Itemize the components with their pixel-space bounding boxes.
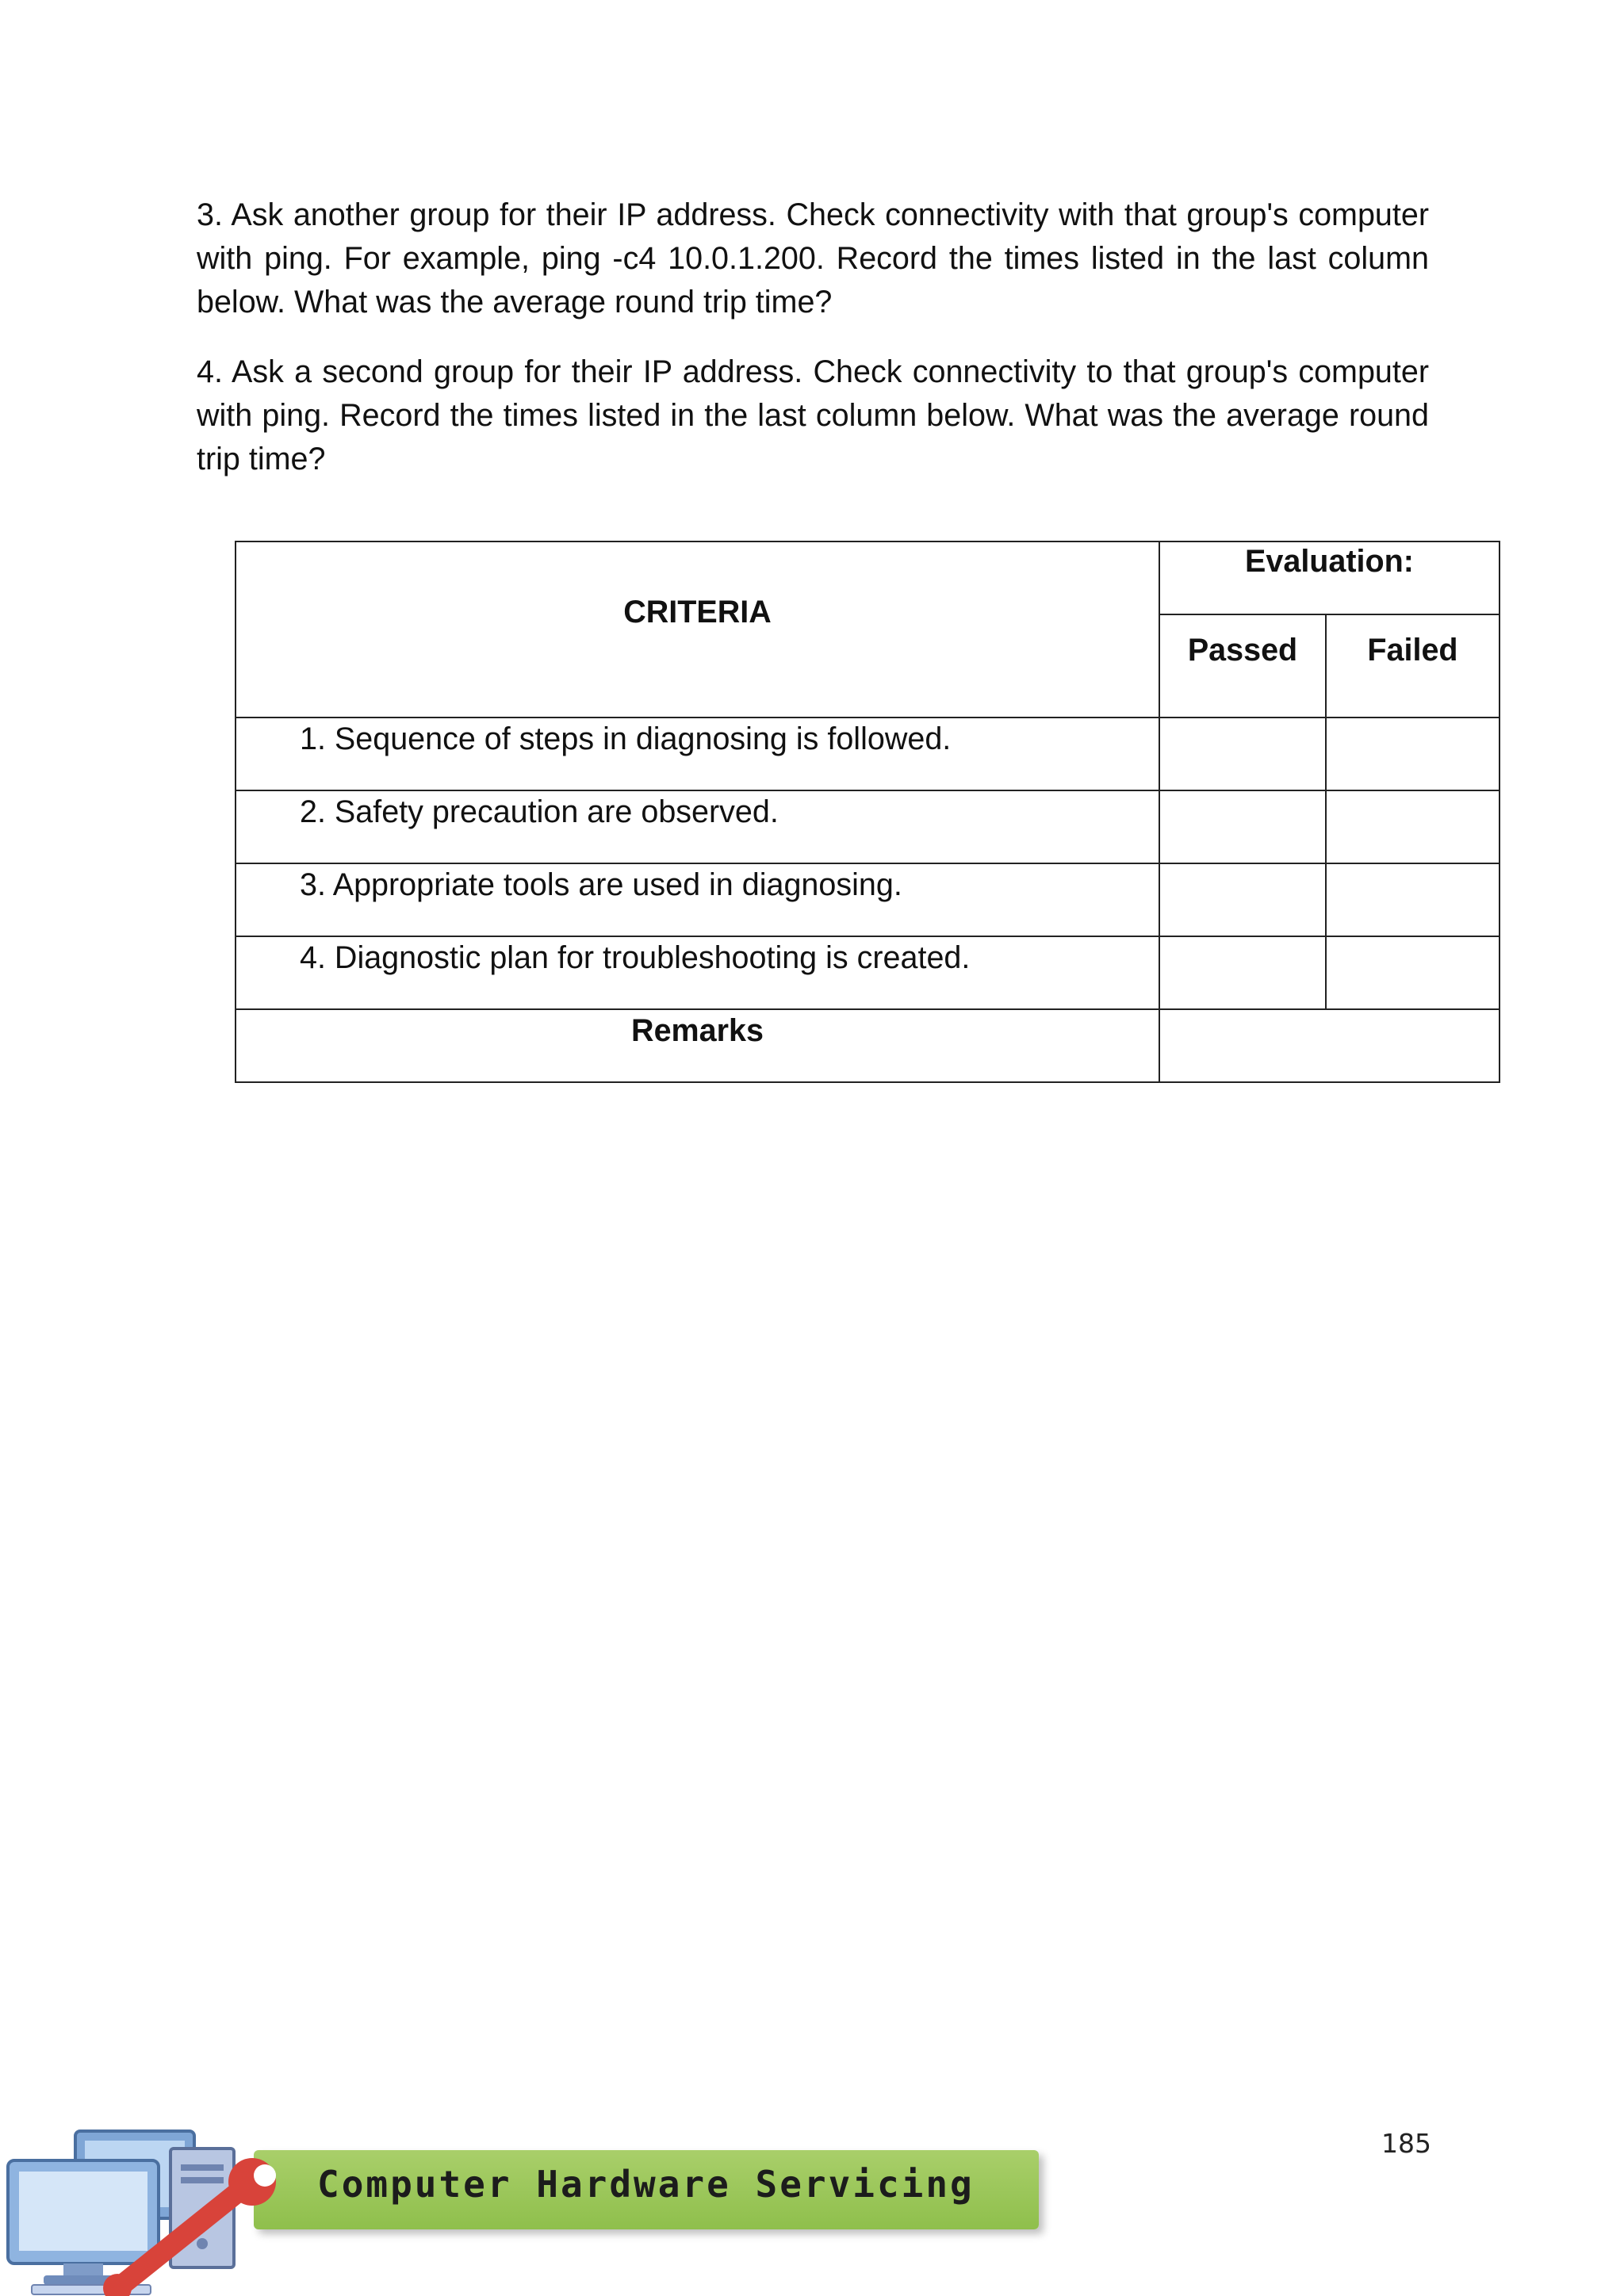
table-row: [236, 936, 1500, 1009]
instruction-step-4: 4. Ask a second group for their IP address. Check connectivity to that group's computer with ping. Record the times listed in the last column below. What was the average round trip time?: [197, 354, 1429, 476]
evaluation-table: [235, 541, 1500, 1083]
computer-wrench-icon: [0, 2117, 333, 2296]
remarks-cell[interactable]: [1159, 1009, 1500, 1082]
evaluation-header: Evaluation:: [1159, 541, 1500, 614]
footer: [0, 2117, 1063, 2296]
failed-cell[interactable]: [1326, 936, 1500, 1009]
criteria-header: CRITERIA: [236, 541, 1159, 718]
remarks-label: Remarks: [236, 1009, 1159, 1082]
table-row: [236, 790, 1500, 863]
failed-cell[interactable]: [1326, 718, 1500, 790]
failed-cell[interactable]: [1326, 863, 1500, 936]
passed-cell[interactable]: [1159, 718, 1326, 790]
failed-header: Failed: [1326, 614, 1500, 718]
passed-header: Passed: [1159, 614, 1326, 718]
table-row: [236, 863, 1500, 936]
page-number: 185: [1381, 2128, 1431, 2159]
passed-cell[interactable]: [1159, 863, 1326, 936]
remarks-row: [236, 1009, 1500, 1082]
failed-cell[interactable]: [1326, 790, 1500, 863]
instruction-step-3: 3. Ask another group for their IP address. Check connectivity with that group's computer with ping. For example, ping -c4 10.0.1.200. Record the times listed in the last column below. What was the average round trip time?: [197, 197, 1429, 320]
passed-cell[interactable]: [1159, 936, 1326, 1009]
footer-banner-text: Computer Hardware Servicing: [317, 2163, 975, 2206]
passed-cell[interactable]: [1159, 790, 1326, 863]
footer-banner: [254, 2150, 1039, 2229]
criterion-1: 1. Sequence of steps in diagnosing is followed.: [236, 718, 1159, 790]
criterion-3: 3. Appropriate tools are used in diagnosing.: [236, 863, 1159, 936]
criterion-4: 4. Diagnostic plan for troubleshooting is created.: [236, 936, 1159, 1009]
table-row: [236, 718, 1500, 790]
criterion-2: 2. Safety precaution are observed.: [236, 790, 1159, 863]
